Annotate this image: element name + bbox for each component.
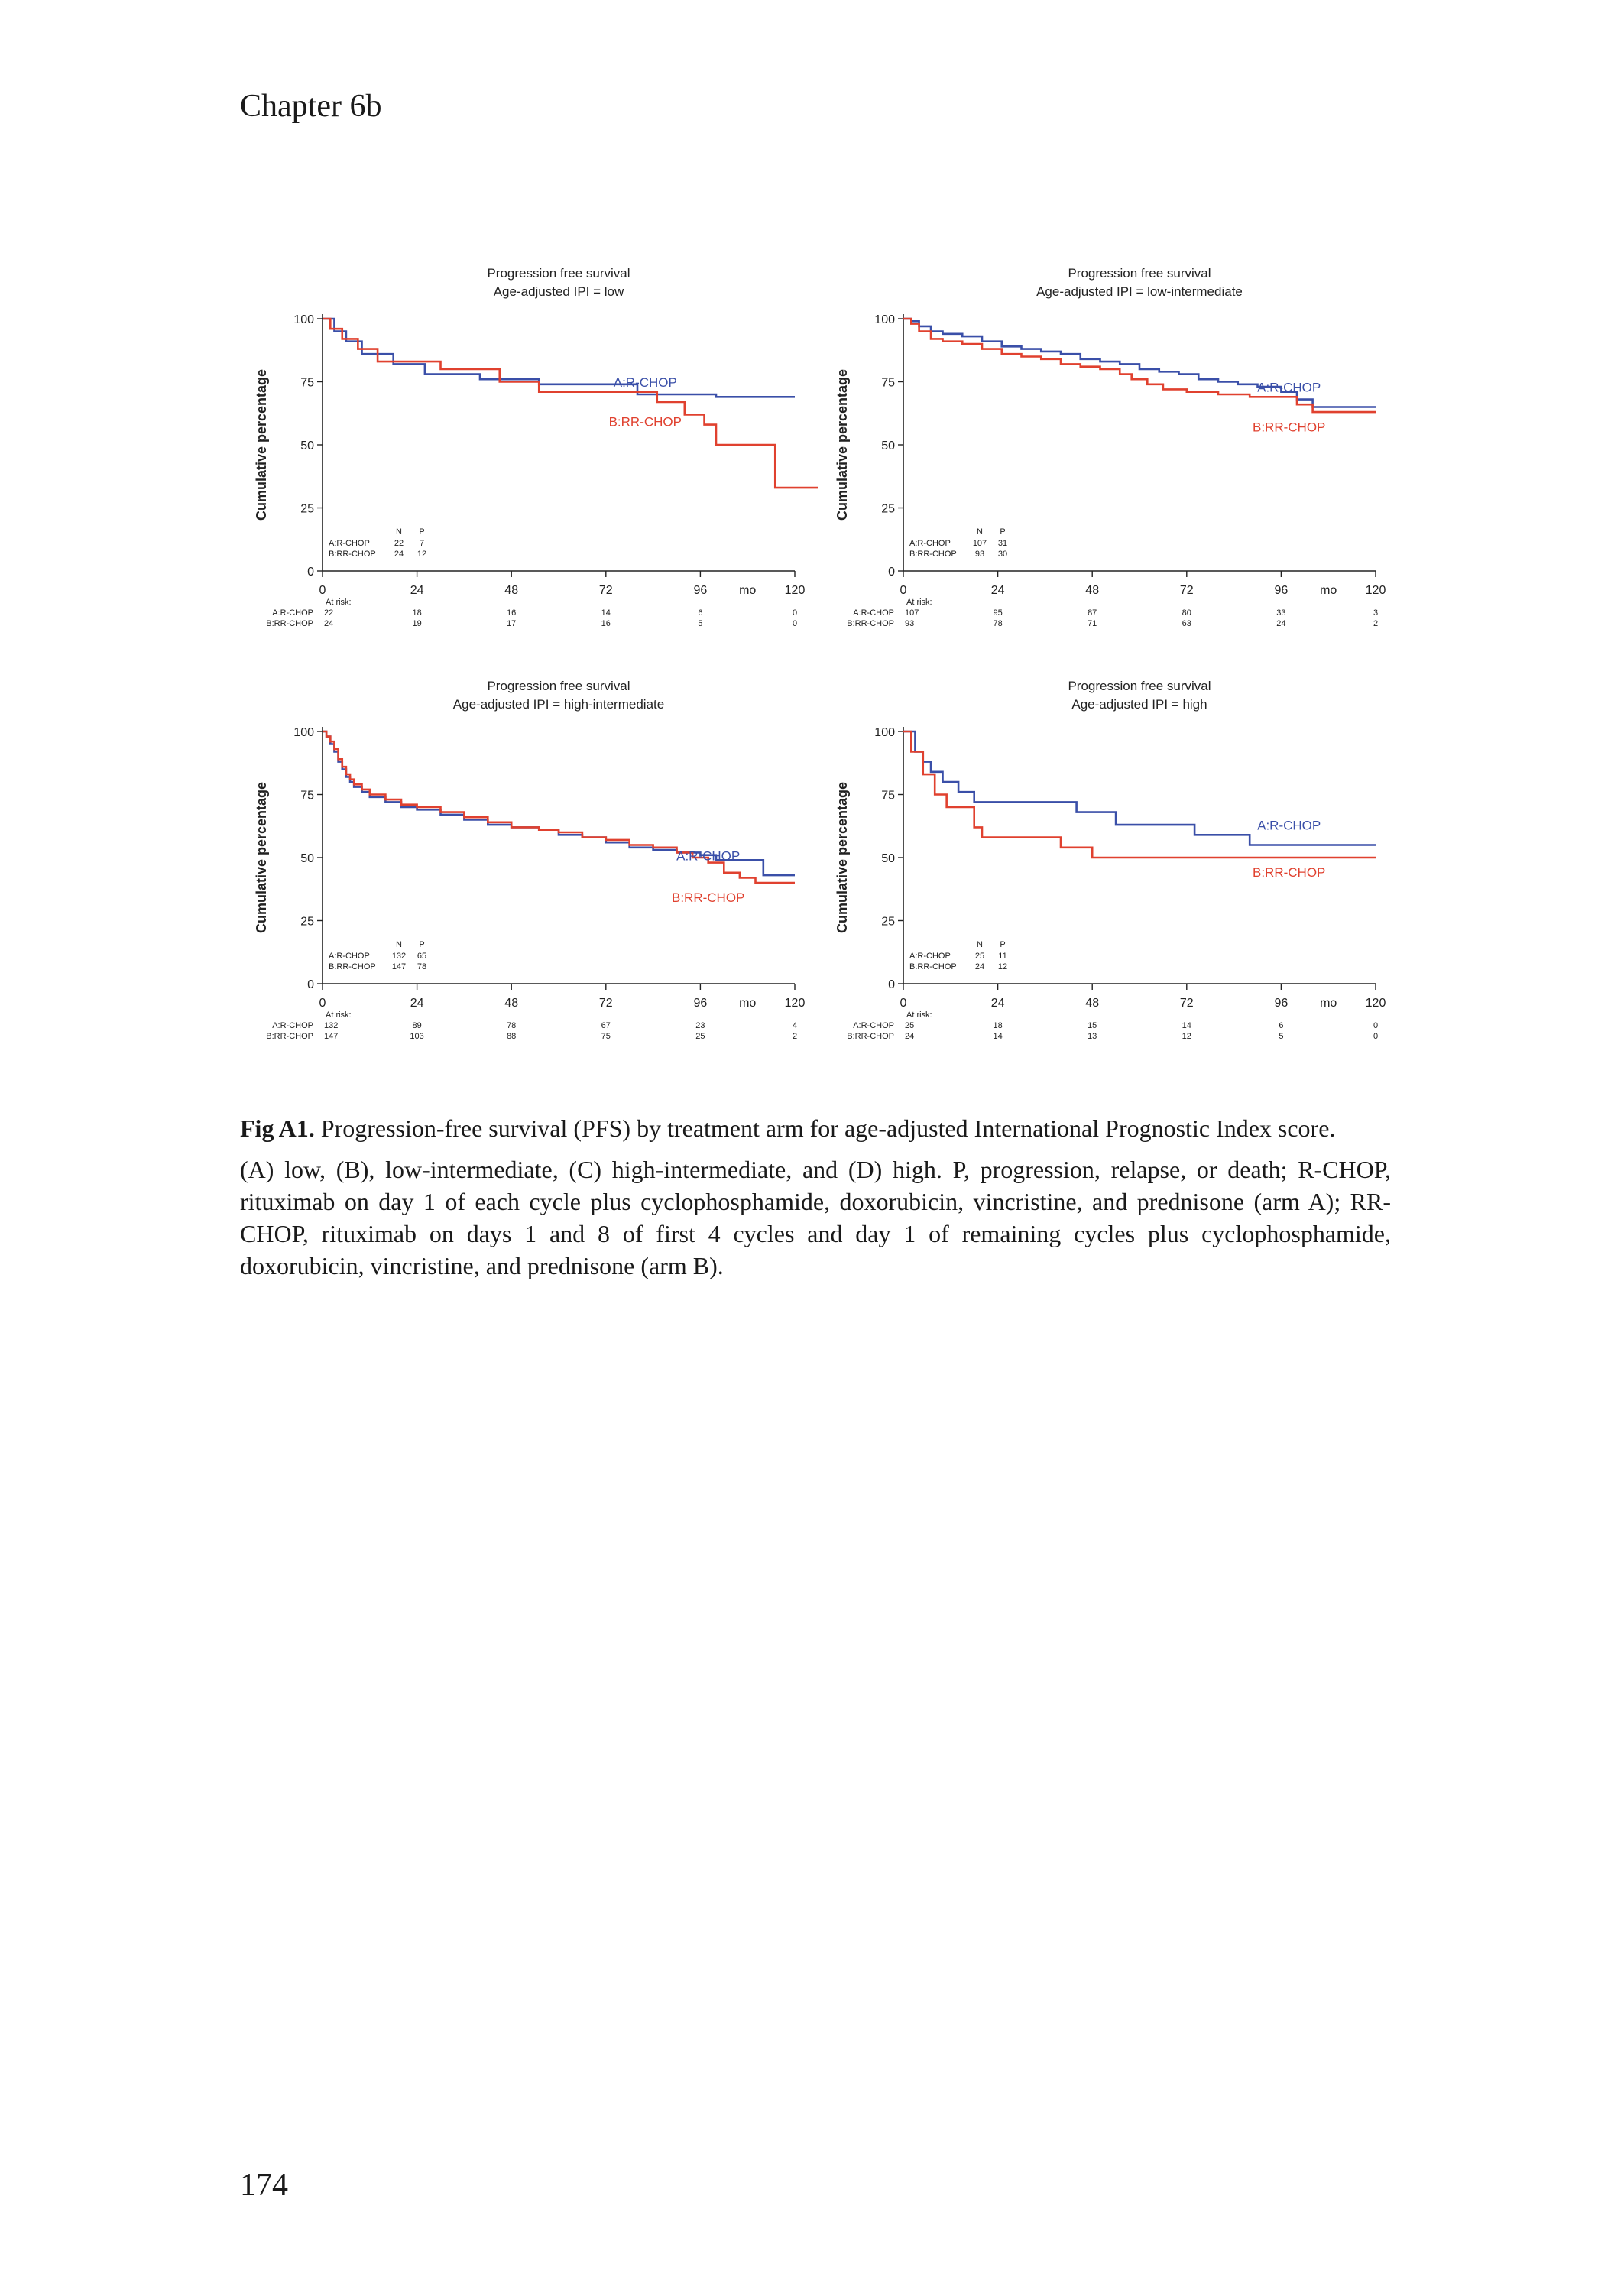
at-risk-count: 14 bbox=[601, 608, 611, 618]
np-row-p: 30 bbox=[997, 550, 1008, 559]
at-risk-label: At risk: bbox=[326, 598, 352, 607]
y-tick-label: 75 bbox=[300, 789, 314, 803]
at-risk-count: 0 bbox=[792, 608, 798, 618]
km-chart-low-intermediate bbox=[825, 264, 1406, 676]
x-tick-label: 96 bbox=[693, 997, 708, 1010]
x-unit-label: mo bbox=[739, 584, 757, 597]
np-header-p: P bbox=[1000, 527, 1006, 537]
at-risk-count: 22 bbox=[324, 608, 334, 618]
at-risk-count: 0 bbox=[1373, 1032, 1379, 1041]
caption-label: Fig A1. bbox=[240, 1114, 315, 1142]
at-risk-count: 2 bbox=[792, 1032, 798, 1041]
x-tick-label: 120 bbox=[784, 584, 806, 597]
np-row-label: A:R-CHOP bbox=[329, 539, 370, 548]
at-risk-count: 23 bbox=[695, 1021, 705, 1030]
at-risk-row-label: B:RR-CHOP bbox=[266, 619, 313, 628]
np-header-p: P bbox=[419, 527, 425, 537]
y-axis-label: Cumulative percentage bbox=[835, 781, 850, 934]
x-unit-label: mo bbox=[739, 997, 757, 1010]
x-tick-label: 48 bbox=[504, 997, 519, 1010]
np-header-n: N bbox=[396, 940, 402, 949]
km-chart-high-intermediate bbox=[245, 676, 825, 1089]
np-row-label: A:R-CHOP bbox=[329, 952, 370, 961]
curve-label-arm-b: B:RR-CHOP bbox=[1252, 865, 1326, 881]
y-tick-label: 100 bbox=[874, 726, 895, 739]
curve-label-arm-b: B:RR-CHOP bbox=[608, 414, 682, 430]
at-risk-row-label: B:RR-CHOP bbox=[847, 1032, 894, 1041]
survival-curve-arm-b bbox=[323, 319, 818, 488]
at-risk-count: 107 bbox=[905, 608, 919, 618]
np-row-p: 11 bbox=[998, 952, 1007, 961]
y-tick-label: 0 bbox=[307, 566, 314, 579]
x-tick-label: 0 bbox=[319, 584, 326, 597]
np-header-n: N bbox=[396, 527, 402, 537]
curve-label-arm-a: A:R-CHOP bbox=[676, 848, 741, 864]
caption-body: (A) low, (B), low-intermediate, (C) high-intermediate, and (D) high. P, progression, relapse, or death; R-CHOP, rituximab on day 1 of each cycle plus cyclophosphamide, doxorubicin, vincristine, and prednisone (arm A); RR-CHOP, rituximab on days 1 and 8 of first 4 cycles and day 1 of remaining cycles plus cyclophosphamide, doxorubicin, vincristine, and prednisone (arm B). bbox=[240, 1156, 1391, 1279]
x-tick-label: 24 bbox=[990, 997, 1005, 1010]
at-risk-count: 14 bbox=[993, 1032, 1003, 1041]
x-tick-label: 96 bbox=[1274, 584, 1289, 597]
x-tick-label: 72 bbox=[598, 997, 613, 1010]
y-tick-label: 75 bbox=[881, 789, 895, 803]
at-risk-count: 18 bbox=[993, 1021, 1003, 1030]
y-axis-label: Cumulative percentage bbox=[254, 781, 269, 934]
panel-a-low bbox=[245, 264, 825, 676]
chart-title: Progression free survival bbox=[487, 679, 630, 693]
at-risk-label: At risk: bbox=[906, 1010, 932, 1020]
np-header-n: N bbox=[977, 940, 983, 949]
curve-label-arm-a: A:R-CHOP bbox=[1257, 818, 1321, 833]
np-row-n: 107 bbox=[972, 539, 987, 548]
chart-subtitle: Age-adjusted IPI = low-intermediate bbox=[1036, 284, 1243, 299]
at-risk-count: 0 bbox=[1373, 1021, 1379, 1030]
curve-label-arm-a: A:R-CHOP bbox=[1257, 380, 1321, 395]
at-risk-count: 18 bbox=[412, 608, 422, 618]
caption-title-paragraph bbox=[240, 1112, 1391, 1144]
y-tick-label: 0 bbox=[888, 566, 895, 579]
x-tick-label: 96 bbox=[693, 584, 708, 597]
at-risk-count: 78 bbox=[507, 1021, 517, 1030]
at-risk-row-label: A:R-CHOP bbox=[853, 1021, 894, 1030]
at-risk-row-label: A:R-CHOP bbox=[272, 608, 313, 618]
x-tick-label: 24 bbox=[410, 997, 424, 1010]
x-tick-label: 0 bbox=[319, 997, 326, 1010]
x-tick-label: 72 bbox=[598, 584, 613, 597]
x-tick-label: 72 bbox=[1179, 584, 1194, 597]
np-row-label: B:RR-CHOP bbox=[909, 962, 957, 971]
at-risk-count: 88 bbox=[507, 1032, 517, 1041]
at-risk-count: 95 bbox=[993, 608, 1003, 618]
x-tick-label: 24 bbox=[990, 584, 1005, 597]
y-axis-label: Cumulative percentage bbox=[835, 368, 850, 521]
x-tick-label: 120 bbox=[784, 997, 806, 1010]
at-risk-count: 12 bbox=[1182, 1032, 1191, 1041]
chart-subtitle: Age-adjusted IPI = high-intermediate bbox=[452, 697, 665, 712]
y-tick-label: 50 bbox=[881, 439, 895, 452]
x-tick-label: 0 bbox=[900, 997, 907, 1010]
panel-b-low-intermediate bbox=[825, 264, 1406, 676]
np-row-n: 22 bbox=[394, 539, 404, 548]
chart-subtitle: Age-adjusted IPI = low bbox=[493, 284, 624, 299]
np-row-n: 24 bbox=[394, 550, 404, 559]
np-row-n: 132 bbox=[391, 952, 407, 961]
at-risk-count: 71 bbox=[1088, 619, 1097, 628]
chapter-heading: Chapter 6b bbox=[240, 89, 382, 124]
np-row-n: 93 bbox=[974, 550, 985, 559]
at-risk-count: 147 bbox=[324, 1032, 339, 1041]
at-risk-count: 17 bbox=[507, 619, 517, 628]
x-tick-label: 48 bbox=[1085, 584, 1100, 597]
caption-title: Progression-free survival (PFS) by treatment arm for age-adjusted International Prognostic Index score. bbox=[314, 1114, 1336, 1142]
at-risk-label: At risk: bbox=[906, 598, 932, 607]
at-risk-count: 24 bbox=[905, 1032, 915, 1041]
x-tick-label: 96 bbox=[1274, 997, 1289, 1010]
np-header-n: N bbox=[977, 527, 983, 537]
y-tick-label: 25 bbox=[300, 915, 314, 929]
at-risk-count: 25 bbox=[695, 1032, 705, 1041]
y-axis-label: Cumulative percentage bbox=[254, 368, 269, 521]
figure-a1 bbox=[245, 264, 1406, 1078]
y-tick-label: 25 bbox=[881, 915, 895, 929]
np-row-n: 147 bbox=[391, 962, 407, 971]
at-risk-count: 33 bbox=[1276, 608, 1286, 618]
np-row-p: 78 bbox=[417, 962, 427, 971]
at-risk-count: 24 bbox=[324, 619, 334, 628]
at-risk-count: 25 bbox=[905, 1021, 915, 1030]
at-risk-count: 2 bbox=[1373, 619, 1379, 628]
np-row-p: 7 bbox=[419, 539, 425, 548]
at-risk-row-label: A:R-CHOP bbox=[853, 608, 894, 618]
panel-d-high bbox=[825, 676, 1406, 1089]
at-risk-count: 67 bbox=[601, 1021, 611, 1030]
at-risk-count: 5 bbox=[698, 619, 703, 628]
chart-title: Progression free survival bbox=[1068, 266, 1211, 281]
x-unit-label: mo bbox=[1320, 584, 1337, 597]
y-tick-label: 75 bbox=[300, 376, 314, 390]
np-row-p: 65 bbox=[417, 952, 427, 961]
at-risk-row-label: B:RR-CHOP bbox=[266, 1032, 313, 1041]
y-tick-label: 50 bbox=[300, 852, 314, 865]
at-risk-count: 16 bbox=[601, 619, 611, 628]
at-risk-count: 63 bbox=[1182, 619, 1191, 628]
curve-label-arm-a: A:R-CHOP bbox=[613, 375, 677, 391]
y-tick-label: 0 bbox=[888, 978, 895, 991]
y-tick-label: 25 bbox=[881, 502, 895, 516]
y-tick-label: 0 bbox=[307, 978, 314, 991]
at-risk-count: 24 bbox=[1276, 619, 1286, 628]
chart-title: Progression free survival bbox=[1068, 679, 1211, 693]
km-chart-low bbox=[245, 264, 825, 676]
x-tick-label: 72 bbox=[1179, 997, 1194, 1010]
at-risk-count: 15 bbox=[1088, 1021, 1097, 1030]
chart-title: Progression free survival bbox=[487, 266, 630, 281]
at-risk-count: 132 bbox=[324, 1021, 339, 1030]
x-tick-label: 120 bbox=[1365, 584, 1386, 597]
at-risk-count: 16 bbox=[507, 608, 517, 618]
np-row-label: A:R-CHOP bbox=[909, 952, 951, 961]
np-row-p: 12 bbox=[417, 550, 427, 559]
y-tick-label: 100 bbox=[293, 726, 314, 739]
np-header-p: P bbox=[1000, 940, 1006, 949]
x-tick-label: 48 bbox=[504, 584, 519, 597]
at-risk-count: 19 bbox=[412, 619, 422, 628]
x-tick-label: 24 bbox=[410, 584, 424, 597]
chart-subtitle: Age-adjusted IPI = high bbox=[1071, 697, 1207, 712]
np-header-p: P bbox=[419, 940, 425, 949]
at-risk-count: 14 bbox=[1182, 1021, 1191, 1030]
np-row-n: 24 bbox=[974, 962, 985, 971]
at-risk-count: 78 bbox=[993, 619, 1003, 628]
at-risk-row-label: B:RR-CHOP bbox=[847, 619, 894, 628]
at-risk-count: 80 bbox=[1182, 608, 1191, 618]
np-row-label: B:RR-CHOP bbox=[329, 550, 376, 559]
x-tick-label: 0 bbox=[900, 584, 907, 597]
survival-curve-arm-a bbox=[323, 319, 795, 397]
panel-c-high-intermediate bbox=[245, 676, 825, 1089]
at-risk-count: 5 bbox=[1279, 1032, 1284, 1041]
at-risk-count: 3 bbox=[1373, 608, 1379, 618]
x-tick-label: 48 bbox=[1085, 997, 1100, 1010]
at-risk-count: 13 bbox=[1088, 1032, 1097, 1041]
curve-label-arm-b: B:RR-CHOP bbox=[1252, 420, 1326, 435]
y-tick-label: 100 bbox=[874, 313, 895, 326]
np-row-label: B:RR-CHOP bbox=[909, 550, 957, 559]
curve-label-arm-b: B:RR-CHOP bbox=[671, 890, 745, 906]
y-tick-label: 50 bbox=[881, 852, 895, 865]
y-tick-label: 75 bbox=[881, 376, 895, 390]
at-risk-count: 4 bbox=[792, 1021, 798, 1030]
np-row-label: A:R-CHOP bbox=[909, 539, 951, 548]
at-risk-count: 87 bbox=[1088, 608, 1097, 618]
np-row-label: B:RR-CHOP bbox=[329, 962, 376, 971]
at-risk-row-label: A:R-CHOP bbox=[272, 1021, 313, 1030]
y-tick-label: 100 bbox=[293, 313, 314, 326]
y-tick-label: 25 bbox=[300, 502, 314, 516]
y-tick-label: 50 bbox=[300, 439, 314, 452]
figure-caption bbox=[240, 1112, 1391, 1291]
km-chart-high bbox=[825, 676, 1406, 1089]
np-row-p: 12 bbox=[997, 962, 1008, 971]
at-risk-count: 6 bbox=[698, 608, 703, 618]
at-risk-count: 75 bbox=[601, 1032, 611, 1041]
np-row-n: 25 bbox=[974, 952, 985, 961]
page-number: 174 bbox=[240, 2168, 288, 2203]
at-risk-count: 6 bbox=[1279, 1021, 1284, 1030]
at-risk-count: 0 bbox=[792, 619, 798, 628]
np-row-p: 31 bbox=[997, 539, 1008, 548]
at-risk-count: 93 bbox=[905, 619, 915, 628]
at-risk-label: At risk: bbox=[326, 1010, 352, 1020]
x-tick-label: 120 bbox=[1365, 997, 1386, 1010]
x-unit-label: mo bbox=[1320, 997, 1337, 1010]
at-risk-count: 103 bbox=[410, 1032, 424, 1041]
at-risk-count: 89 bbox=[412, 1021, 422, 1030]
